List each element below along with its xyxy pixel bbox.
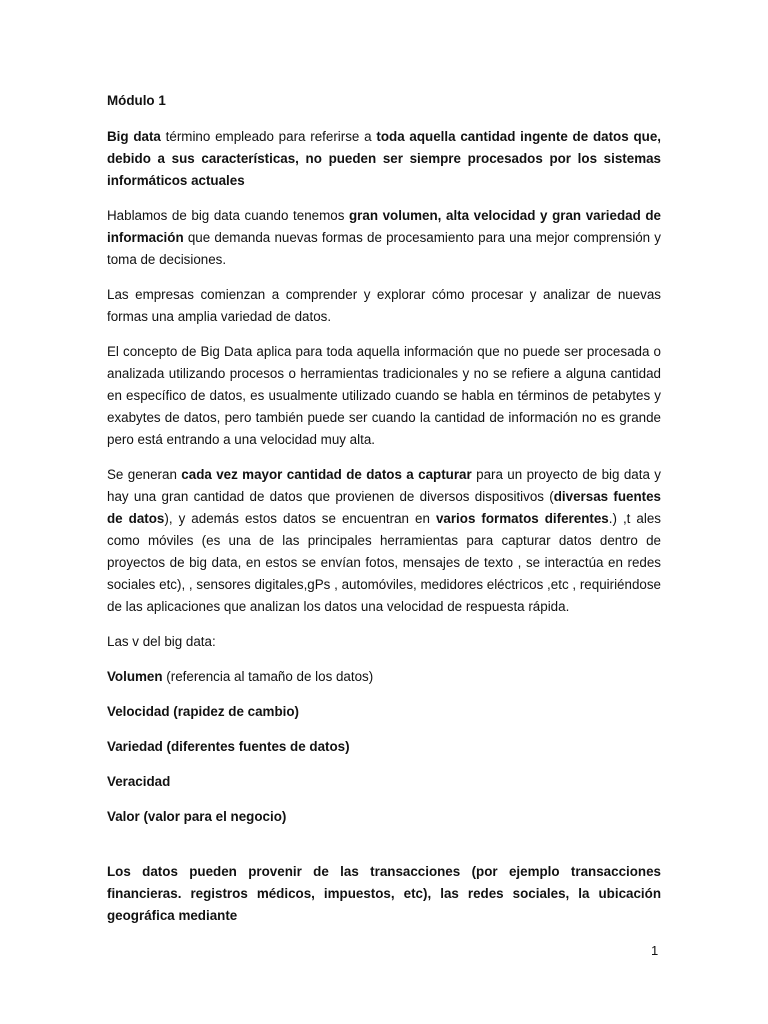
- v-heading: Las v del big data:: [107, 634, 216, 649]
- v-item-velocidad: Velocidad (rapidez de cambio): [107, 704, 299, 719]
- term-big-data: Big data: [107, 129, 161, 144]
- page-number: 1: [651, 943, 659, 958]
- v-item-valor: Valor (valor para el negocio): [107, 809, 287, 824]
- paragraph-concept: El concepto de Big Data aplica para toda aquella información que no puede ser procesada o analizada utilizando procesos o herramientas tradicionales y no se refiere a alguna cantidad en específico de datos, es usualmente utilizado cuando se habla en términos de petabytes y exabytes de datos, pero también puede ser cuando la cantidad de información no es grande pero está entrando a una velocidad muy alta.: [107, 344, 661, 447]
- module-title: Módulo 1: [107, 93, 166, 108]
- v-item-variedad: Variedad (diferentes fuentes de datos): [107, 739, 350, 754]
- paragraph-characteristics: Hablamos de big data cuando tenemos gran volumen, alta velocidad y gran variedad de información que demanda nuevas formas de procesamiento para una mejor comprensión y toma de decisiones.: [107, 208, 661, 267]
- document-body: [107, 90, 661, 940]
- paragraph-companies: Las empresas comienzan a comprender y explorar cómo procesar y analizar de nuevas formas una amplia variedad de datos.: [107, 287, 661, 324]
- paragraph-generation: Se generan cada vez mayor cantidad de datos a capturar para un proyecto de big data y hay una gran cantidad de datos que provienen de diversos dispositivos (diversas fuentes de datos), y además estos datos se encuentran en varios formatos diferentes.) ,t ales como móviles (es una de las principales herramientas para capturar datos dentro de proyectos de big data, en estos se envían fotos, mensajes de texto , se interactúa en redes sociales etc), , sensores digitales,gPs , automóviles, medidores eléctricos ,etc , requiriéndose de las aplicaciones que analizan los datos una velocidad de respuesta rápida.: [107, 467, 662, 614]
- v-item-veracidad: Veracidad: [107, 774, 171, 789]
- paragraph-definition: Big data término empleado para referirse a toda aquella cantidad ingente de datos que, debido a sus características, no pueden ser siempre procesados por los sistemas informáticos actuales: [107, 129, 661, 188]
- paragraph-data-sources: Los datos pueden provenir de las transacciones (por ejemplo transacciones financieras. registros médicos, impuestos, etc), las redes sociales, la ubicación geográfica mediante: [107, 864, 661, 923]
- spacer: [107, 841, 661, 861]
- v-item-volumen: Volumen (referencia al tamaño de los datos): [107, 669, 374, 684]
